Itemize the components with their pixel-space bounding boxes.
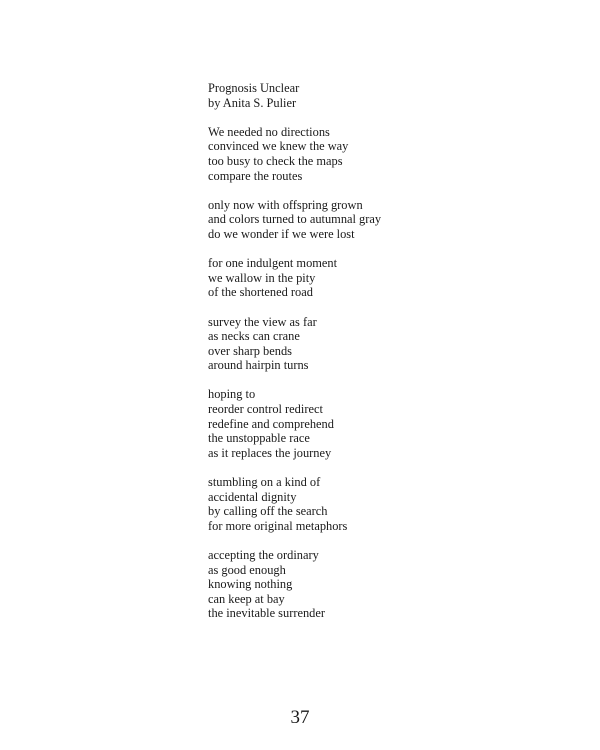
poem-line: only now with offspring grown — [208, 197, 363, 212]
poem-line: knowing nothing — [208, 577, 293, 592]
poem-line: the unstoppable race — [208, 431, 310, 446]
poem-line: We needed no directions — [208, 124, 330, 139]
stanza-1 — [208, 125, 568, 183]
stanza-6 — [208, 475, 568, 533]
poem-line: accepting the ordinary — [208, 548, 319, 562]
poem-byline: by Anita S. Pulier — [208, 95, 297, 110]
poem-line: around hairpin turns — [208, 358, 309, 373]
poem-line: we wallow in the pity — [208, 270, 316, 285]
stanza-5 — [208, 387, 568, 460]
poem-line: and colors turned to autumnal gray — [208, 212, 382, 227]
poem-line: as good enough — [208, 562, 286, 577]
poem-line: for one indulgent moment — [208, 256, 338, 271]
poem-line: too busy to check the maps — [208, 153, 343, 168]
poem-line: as it replaces the journey — [208, 445, 332, 460]
poem-line: over sharp bends — [208, 343, 292, 358]
poem-line: accidental dignity — [208, 489, 297, 504]
poem-line: as necks can crane — [208, 329, 300, 344]
poem-line: compare the routes — [208, 168, 303, 183]
stanza-2 — [208, 198, 568, 242]
poem-line: redefine and comprehend — [208, 416, 334, 431]
poem-line: of the shortened road — [208, 285, 313, 300]
poem-line: the inevitable surrender — [208, 606, 325, 621]
poem-line: hoping to — [208, 387, 256, 402]
poem — [208, 81, 568, 636]
poem-line: reorder control redirect — [208, 402, 323, 417]
stanza-7 — [208, 548, 568, 621]
poem-line: survey the view as far — [208, 314, 317, 329]
poem-line: convinced we knew the way — [208, 139, 349, 154]
poem-header — [208, 81, 568, 110]
poem-line: do we wonder if we were lost — [208, 226, 355, 241]
poem-title: Prognosis Unclear — [208, 81, 300, 95]
stanza-4 — [208, 315, 568, 373]
page-number: 37 — [290, 707, 310, 728]
poem-line: stumbling on a kind of — [208, 475, 321, 490]
poem-line: for more original metaphors — [208, 518, 348, 533]
stanza-3 — [208, 256, 568, 300]
poem-line: by calling off the search — [208, 504, 328, 519]
poem-line: can keep at bay — [208, 591, 285, 606]
